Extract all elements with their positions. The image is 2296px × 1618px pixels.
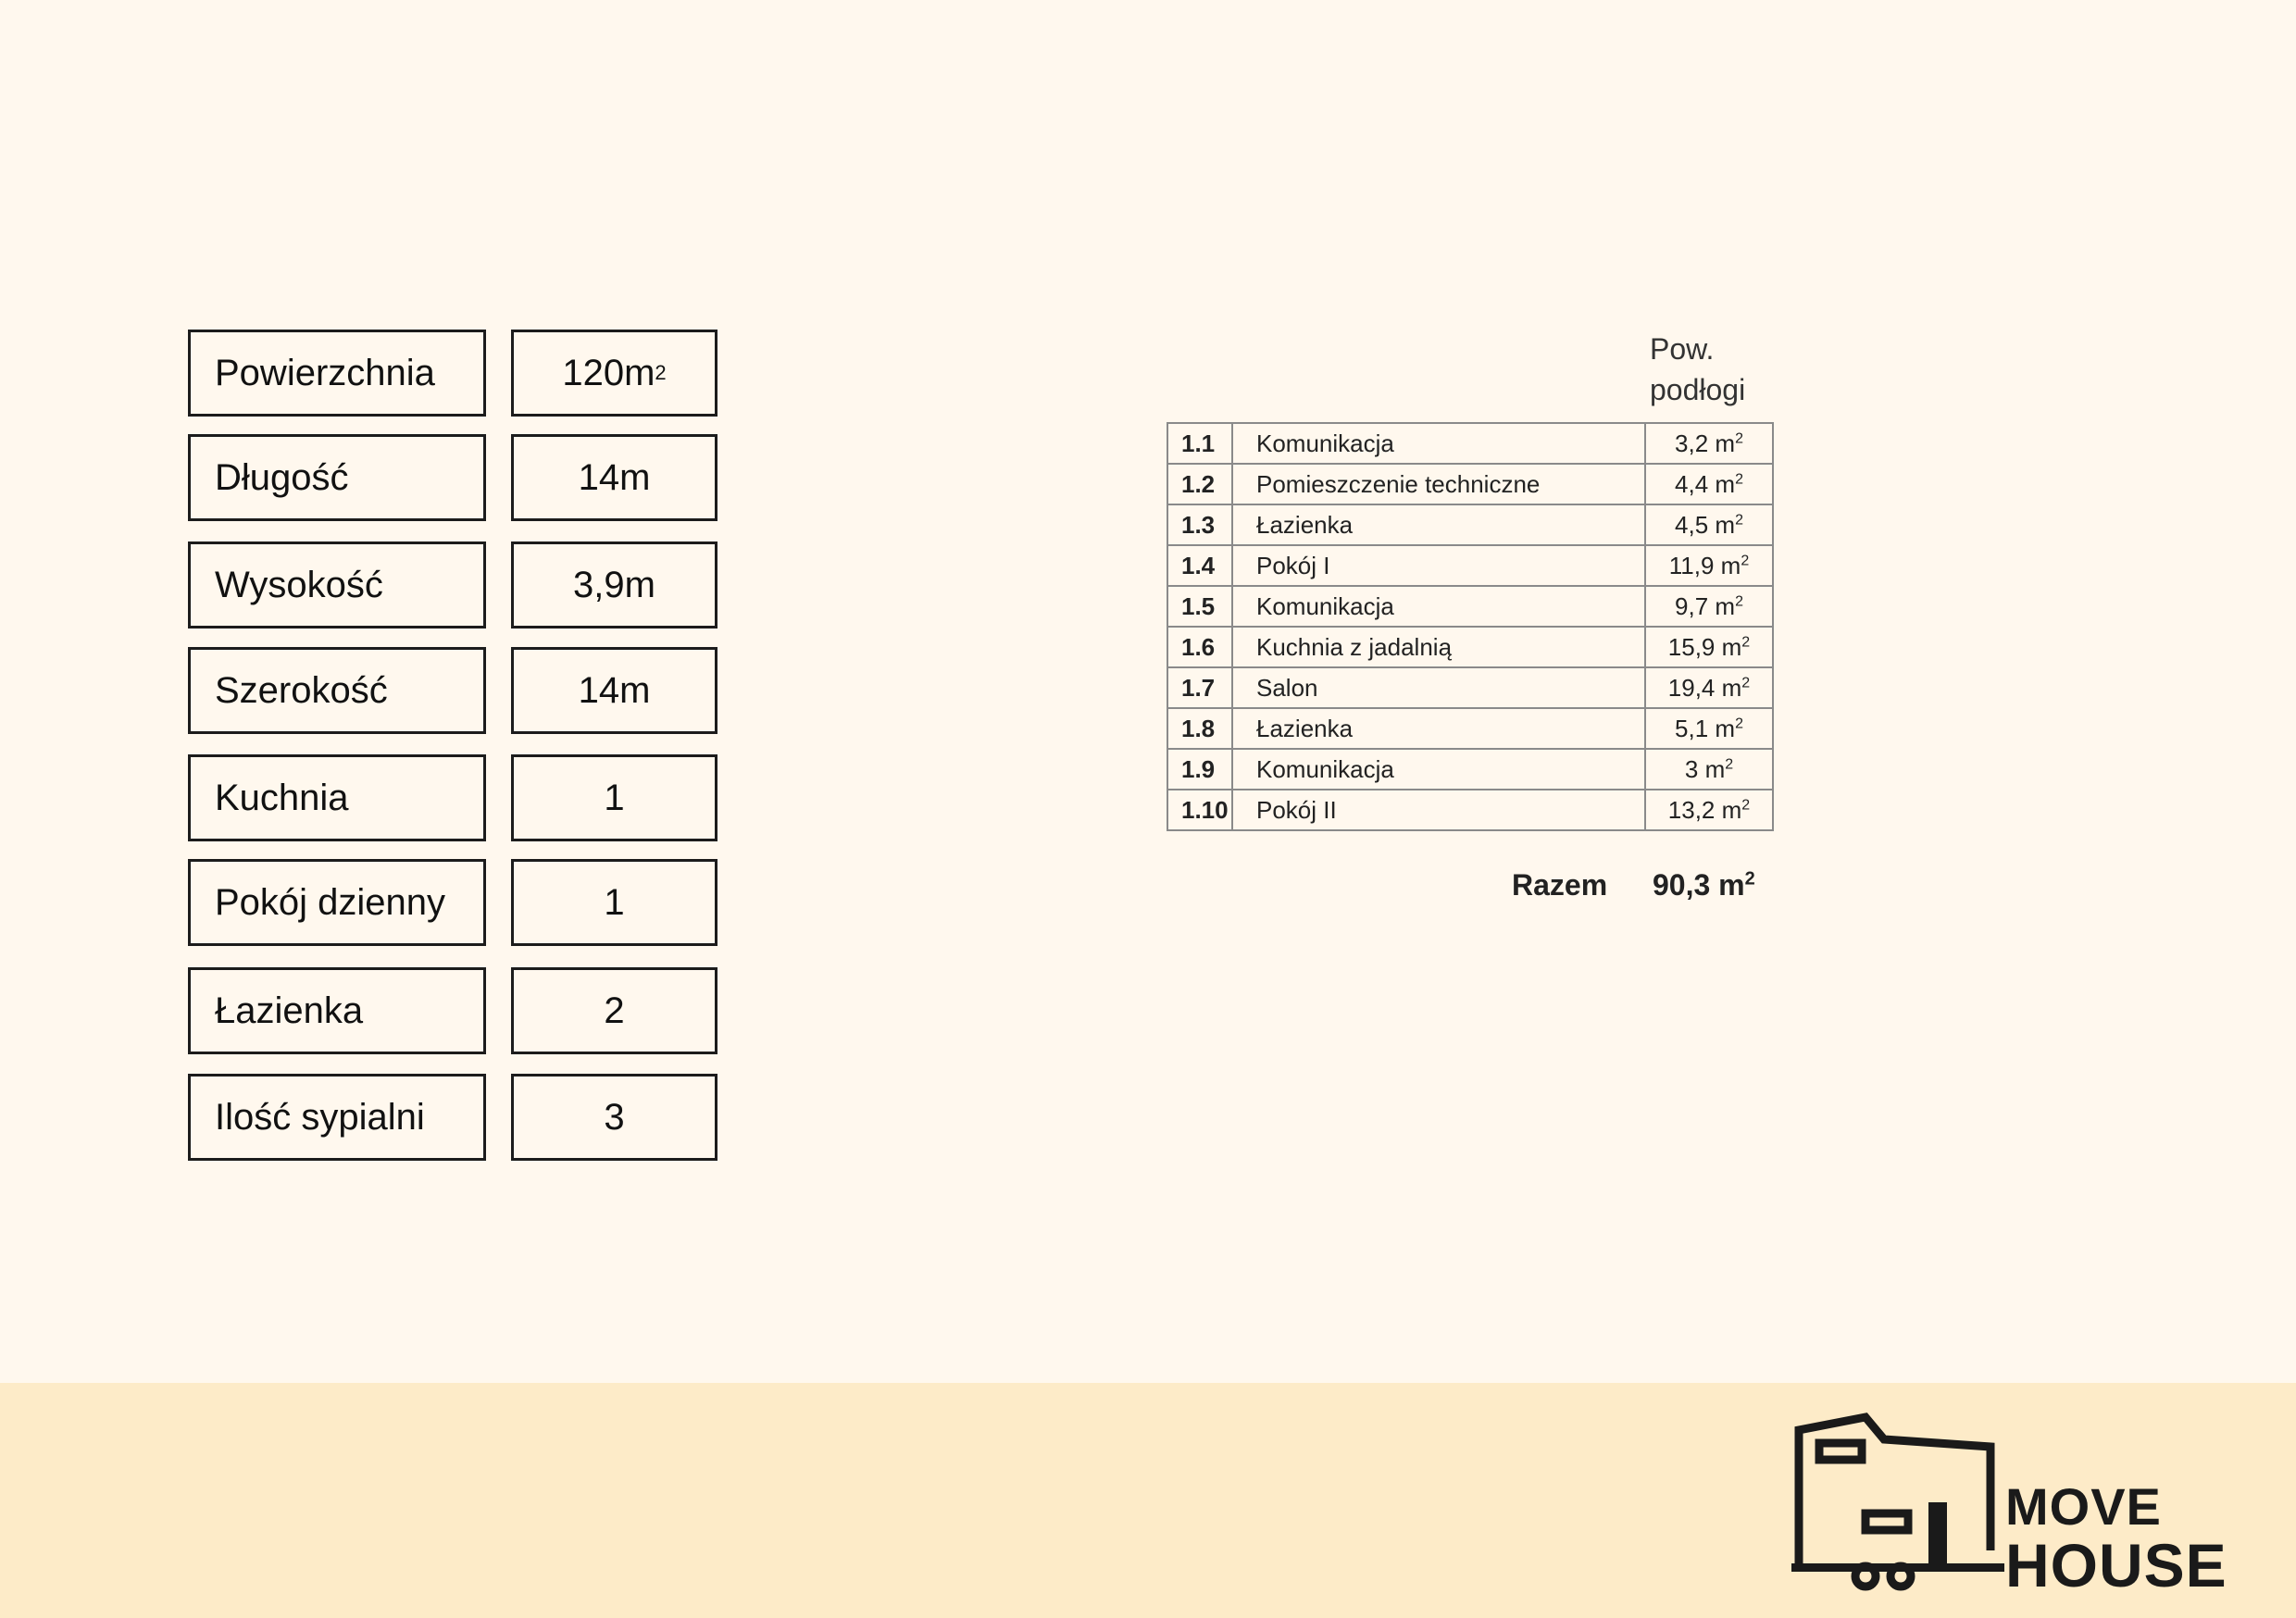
spec-label: Pokój dzienny xyxy=(188,859,486,946)
table-row xyxy=(1167,464,1773,504)
total-label: Razem xyxy=(1512,868,1608,902)
total-value-unit-sup: 2 xyxy=(1744,868,1755,890)
room-area xyxy=(1645,545,1773,586)
spec-label: Kuchnia xyxy=(188,754,486,841)
room-name: Łazienka xyxy=(1232,504,1645,545)
room-name: Łazienka xyxy=(1232,708,1645,749)
room-area-unit-sup: 2 xyxy=(1735,470,1743,487)
room-area-unit-sup: 2 xyxy=(1741,796,1751,813)
room-name: Komunikacja xyxy=(1232,749,1645,790)
room-number: 1.1 xyxy=(1167,423,1232,464)
spec-value-text: 1 xyxy=(604,777,625,818)
room-area xyxy=(1645,667,1773,708)
room-area-value: 13,2 xyxy=(1667,795,1716,824)
room-area-unit-sup: 2 xyxy=(1741,674,1751,691)
room-area-unit-sup: 2 xyxy=(1735,511,1743,528)
room-area xyxy=(1645,423,1773,464)
room-area-unit: m xyxy=(1704,754,1726,783)
room-area xyxy=(1645,749,1773,790)
table-row xyxy=(1167,586,1773,627)
spec-label: Długość xyxy=(188,434,486,521)
tiny-house-trailer-icon xyxy=(1791,1412,2004,1597)
room-number: 1.9 xyxy=(1167,749,1232,790)
room-number: 1.5 xyxy=(1167,586,1232,627)
total-value xyxy=(1653,868,1755,902)
room-number: 1.4 xyxy=(1167,545,1232,586)
room-name: Kuchnia z jadalnią xyxy=(1232,627,1645,667)
spec-label: Szerokość xyxy=(188,647,486,734)
table-row xyxy=(1167,708,1773,749)
room-area xyxy=(1645,464,1773,504)
spec-value-text: 3 xyxy=(604,1096,625,1138)
room-name: Pomieszczenie techniczne xyxy=(1232,464,1645,504)
room-area-unit-sup: 2 xyxy=(1735,429,1743,446)
room-name: Komunikacja xyxy=(1232,586,1645,627)
spec-value xyxy=(511,754,718,841)
room-area xyxy=(1645,627,1773,667)
spec-value-text: 2 xyxy=(604,989,625,1031)
room-area-unit: m xyxy=(1715,429,1736,457)
room-area xyxy=(1645,586,1773,627)
table-row xyxy=(1167,423,1773,464)
room-area-unit: m xyxy=(1715,510,1736,539)
room-number: 1.6 xyxy=(1167,627,1232,667)
spec-label: Wysokość xyxy=(188,541,486,629)
room-area-value: 15,9 xyxy=(1667,632,1716,661)
room-area-value: 11,9 xyxy=(1668,551,1715,579)
room-area-unit: m xyxy=(1720,551,1741,579)
room-area-unit-sup: 2 xyxy=(1741,633,1751,650)
rooms-table-body xyxy=(1167,423,1773,830)
room-area-unit-sup: 2 xyxy=(1735,715,1743,731)
spec-label: Ilość sypialni xyxy=(188,1074,486,1161)
spec-value-text: 14m xyxy=(578,669,651,711)
total-value-text: 90,3 m xyxy=(1653,868,1745,902)
room-name: Pokój I xyxy=(1232,545,1645,586)
spec-value xyxy=(511,541,718,629)
spec-value-text: 120m xyxy=(562,352,655,393)
spec-value xyxy=(511,434,718,521)
room-area xyxy=(1645,708,1773,749)
room-number: 1.8 xyxy=(1167,708,1232,749)
spec-label: Łazienka xyxy=(188,967,486,1054)
rooms-table xyxy=(1167,422,1774,831)
room-area-unit: m xyxy=(1721,795,1742,824)
spec-value xyxy=(511,1074,718,1161)
spec-value xyxy=(511,647,718,734)
room-area-value: 5,1 xyxy=(1675,714,1709,742)
room-area xyxy=(1645,504,1773,545)
room-area-value: 4,5 xyxy=(1675,510,1709,539)
room-area-unit: m xyxy=(1721,673,1742,702)
table-row xyxy=(1167,627,1773,667)
room-name: Pokój II xyxy=(1232,790,1645,830)
spec-value-text: 14m xyxy=(578,456,651,498)
room-area-unit: m xyxy=(1715,469,1736,498)
spec-value: 120m 2 xyxy=(511,330,718,417)
spec-label: Powierzchnia xyxy=(188,330,486,417)
spec-value xyxy=(511,859,718,946)
room-area-value: 19,4 xyxy=(1667,673,1716,702)
table-row xyxy=(1167,790,1773,830)
room-area-unit-sup: 2 xyxy=(1741,552,1750,568)
room-area-unit: m xyxy=(1715,714,1736,742)
room-area-unit: m xyxy=(1715,591,1736,620)
area-column-header: Pow. podłogi xyxy=(1650,332,1746,406)
logo-line-move: MOVE xyxy=(2005,1477,2162,1536)
room-number: 1.2 xyxy=(1167,464,1232,504)
room-number: 1.7 xyxy=(1167,667,1232,708)
logo-line-house: HOUSE xyxy=(2005,1531,2227,1599)
room-area-unit-sup: 2 xyxy=(1735,592,1743,609)
spec-value-text: 3,9m xyxy=(573,564,655,605)
room-area-unit: m xyxy=(1721,632,1742,661)
room-number: 1.10 xyxy=(1167,790,1232,830)
room-name: Salon xyxy=(1232,667,1645,708)
room-area-unit-sup: 2 xyxy=(1725,755,1734,772)
room-area-value: 9,7 xyxy=(1675,591,1709,620)
room-name: Komunikacja xyxy=(1232,423,1645,464)
room-area-value: 3,2 xyxy=(1675,429,1709,457)
table-row xyxy=(1167,667,1773,708)
table-row xyxy=(1167,504,1773,545)
table-row xyxy=(1167,545,1773,586)
table-row xyxy=(1167,749,1773,790)
spec-value xyxy=(511,967,718,1054)
room-area xyxy=(1645,790,1773,830)
room-area-value: 4,4 xyxy=(1675,469,1709,498)
room-area-value: 3 xyxy=(1684,754,1699,783)
move-house-logo xyxy=(2005,1477,2227,1599)
spec-value-text: 1 xyxy=(604,881,625,923)
room-number: 1.3 xyxy=(1167,504,1232,545)
